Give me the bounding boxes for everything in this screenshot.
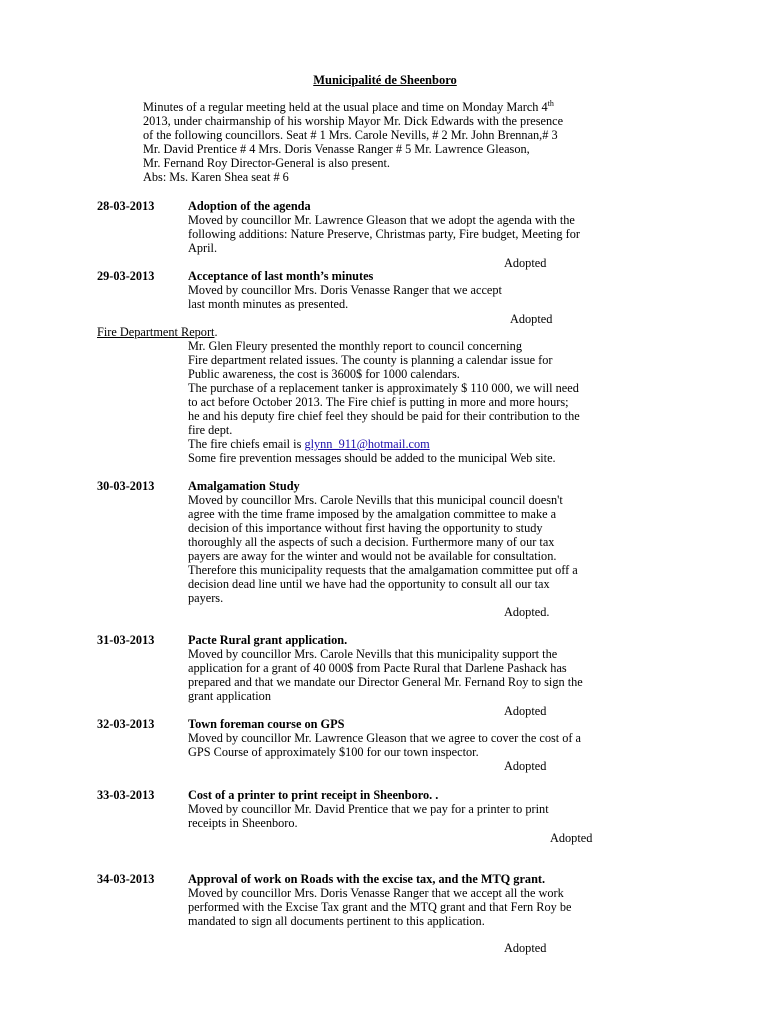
resolution-line: last month minutes as presented.	[188, 297, 349, 311]
resolution-line: thoroughly all the aspects of such a decision. Furthermore many of our tax	[188, 535, 555, 549]
resolution-status: Adopted	[504, 704, 547, 718]
resolution-number: 31-03-2013	[97, 633, 155, 647]
resolution-number: 33-03-2013	[97, 788, 155, 802]
resolution-line: grant application	[188, 689, 271, 703]
resolution-status: Adopted	[510, 312, 553, 326]
resolution-line: Moved by councillor Mr. Lawrence Gleason that we agree to cover the cost of a	[188, 731, 582, 745]
resolution-line: Moved by councillor Mrs. Doris Venasse Ranger that we accept	[188, 283, 502, 297]
resolution-number: 28-03-2013	[97, 199, 155, 213]
fire-report-line: fire dept.	[188, 423, 233, 437]
resolution-line: Moved by councillor Mrs. Doris Venasse Ranger that we accept all the work	[188, 886, 564, 900]
fire-email-prefix: The fire chiefs email is	[188, 437, 305, 451]
resolution-status: Adopted	[504, 256, 547, 270]
resolution-line: receipts in Sheenboro.	[188, 816, 298, 830]
resolution-line: payers.	[188, 591, 224, 605]
resolution-line: Moved by councillor Mrs. Carole Nevills that this municipality support the	[188, 647, 558, 661]
resolution-line: performed with the Excise Tax grant and the MTQ grant and that Fern Roy be	[188, 900, 572, 914]
resolution-heading: Acceptance of last month’s minutes	[188, 269, 374, 283]
resolution-line: Therefore this municipality requests that the amalgamation committee put off a	[188, 563, 578, 577]
fire-chief-email-link[interactable]: glynn_911@hotmail.com	[304, 437, 430, 451]
resolution-heading: Adoption of the agenda	[188, 199, 311, 213]
resolution-status: Adopted.	[504, 605, 550, 619]
resolution-body	[188, 717, 683, 773]
resolution-number: 29-03-2013	[97, 269, 155, 283]
resolution-line: GPS Course of approximately $100 for our town inspector.	[188, 745, 479, 759]
intro-superscript: th	[547, 98, 554, 108]
fire-report-line: Fire department related issues. The county is planning a calendar issue for	[188, 353, 553, 367]
fire-report-line: The purchase of a replacement tanker is approximately $ 110 000, we will need	[188, 381, 579, 395]
resolution-line: mandated to sign all documents pertinent to this application.	[188, 914, 485, 928]
resolution-status: Adopted	[550, 831, 593, 845]
resolution-line: decision of this importance without first having the opportunity to study	[188, 521, 543, 535]
fire-report-heading-text: Fire Department Report	[97, 325, 215, 339]
resolution-line: Moved by councillor Mr. Lawrence Gleason that we adopt the agenda with the	[188, 213, 575, 227]
resolution-number: 34-03-2013	[97, 872, 155, 886]
resolution-status: Adopted	[504, 759, 547, 773]
resolution-line: decision dead line until we have had the opportunity to consult all our tax	[188, 577, 550, 591]
meeting-intro	[143, 100, 683, 184]
resolution-number: 30-03-2013	[97, 479, 155, 493]
fire-report-line: Public awareness, the cost is 3600$ for 1000 calendars.	[188, 367, 460, 381]
resolution-line: agree with the time frame imposed by the amalgation committee to make a	[188, 507, 557, 521]
resolution-line: following additions: Nature Preserve, Christmas party, Fire budget, Meeting for	[188, 227, 580, 241]
intro-line-1-text: Minutes of a regular meeting held at the usual place and time on Monday March 4	[143, 100, 548, 114]
resolution-number: 32-03-2013	[97, 717, 155, 731]
fire-report-heading	[97, 325, 218, 339]
intro-line-6: Abs: Ms. Karen Shea seat # 6	[143, 170, 289, 184]
resolution-status: Adopted	[504, 941, 547, 955]
resolution-heading: Amalgamation Study	[188, 479, 300, 493]
intro-line-2: 2013, under chairmanship of his worship Mayor Mr. Dick Edwards with the presence	[143, 114, 564, 128]
resolution-body	[188, 199, 683, 270]
resolution-heading: Cost of a printer to print receipt in Sheenboro. .	[188, 788, 439, 802]
fire-report-line: he and his deputy fire chief feel they should be paid for their contribution to the	[188, 409, 580, 423]
resolution-body	[188, 269, 683, 326]
resolution-body	[188, 872, 683, 955]
document-title: Municipalité de Sheenboro	[313, 73, 457, 87]
resolution-line: payers are away for the winter and would not be available for consultation.	[188, 549, 557, 563]
resolution-line: April.	[188, 241, 218, 255]
fire-report-line: to act before October 2013. The Fire chief is putting in more and more hours;	[188, 395, 569, 409]
resolution-line: application for a grant of 40 000$ from Pacte Rural that Darlene Pashack has	[188, 661, 567, 675]
resolution-line: Moved by councillor Mrs. Carole Nevills that this municipal council doesn't	[188, 493, 563, 507]
resolution-heading: Town foreman course on GPS	[188, 717, 345, 731]
resolution-line: Moved by councillor Mr. David Prentice that we pay for a printer to print	[188, 802, 549, 816]
resolution-line: prepared and that we mandate our Director General Mr. Fernand Roy to sign the	[188, 675, 583, 689]
fire-email-line	[188, 437, 688, 451]
resolution-heading: Approval of work on Roads with the excise tax, and the MTQ grant.	[188, 872, 546, 886]
resolution-heading: Pacte Rural grant application.	[188, 633, 348, 647]
fire-report-line: Mr. Glen Fleury presented the monthly report to council concerning	[188, 339, 522, 353]
intro-line-3: of the following councillors. Seat # 1 Mrs. Carole Nevills, # 2 Mr. John Brennan,# 3	[143, 128, 558, 142]
intro-line-1	[143, 100, 683, 114]
intro-line-4: Mr. David Prentice # 4 Mrs. Doris Venasse Ranger # 5 Mr. Lawrence Gleason,	[143, 142, 530, 156]
resolution-body	[188, 479, 683, 619]
fire-report-line: Some fire prevention messages should be added to the municipal Web site.	[188, 451, 556, 465]
fire-report-body	[188, 339, 688, 465]
intro-line-5: Mr. Fernand Roy Director-General is also present.	[143, 156, 390, 170]
resolution-body	[188, 633, 683, 718]
fire-report-heading-suffix: .	[214, 325, 218, 339]
resolution-body	[188, 788, 683, 845]
